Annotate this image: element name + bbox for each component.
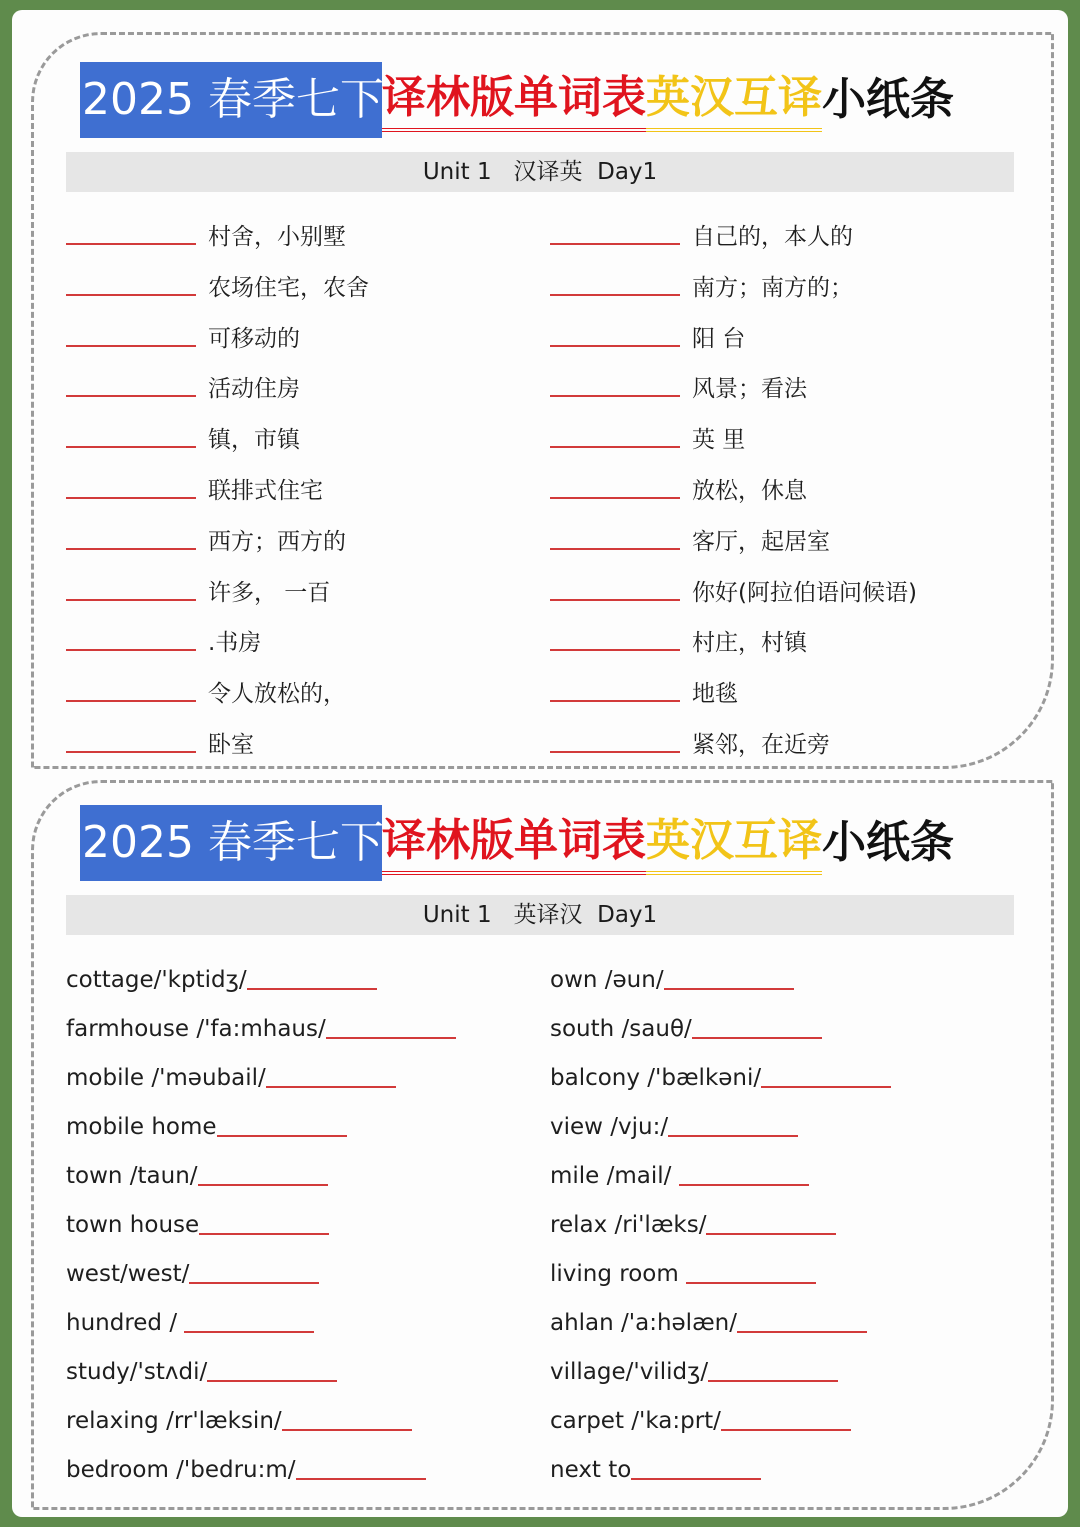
answer-blank[interactable]: [66, 445, 196, 448]
english-word: mobile /'məubail/: [66, 1065, 266, 1091]
card1-title: [80, 62, 954, 138]
answer-blank[interactable]: [550, 648, 680, 651]
answer-blank[interactable]: [247, 987, 377, 990]
card1-title-part1: 2025 春季七下: [80, 62, 382, 138]
answer-blank[interactable]: [66, 598, 196, 601]
zh-entry-left-9: [66, 617, 261, 657]
chinese-meaning: 农场住宅，农舍: [208, 274, 369, 301]
chinese-meaning: 阳 台: [692, 325, 746, 352]
answer-blank[interactable]: [550, 445, 680, 448]
english-word: carpet /'ka:prt/: [550, 1408, 721, 1434]
answer-blank[interactable]: [708, 1379, 838, 1382]
chinese-meaning: 风景；看法: [692, 376, 807, 403]
zh-entry-left-2: [66, 262, 369, 302]
english-word: relax /ri'læks/: [550, 1212, 707, 1238]
zh-entry-left-4: [66, 363, 300, 403]
zh-entry-left-8: [66, 567, 330, 607]
answer-blank[interactable]: [550, 242, 680, 245]
zh-entry-left-1: [66, 211, 346, 251]
zh-entry-right-7: [550, 516, 830, 556]
zh-entry-left-3: [66, 313, 300, 353]
en-entry-left-5: [66, 1150, 328, 1190]
english-word: mile /mail/: [550, 1163, 679, 1189]
zh-entry-right-2: [550, 262, 853, 302]
card1-title-part2: 译林版单词表: [382, 68, 646, 132]
en-entry-right-11: [550, 1444, 761, 1484]
en-entry-right-7: [550, 1248, 816, 1288]
answer-blank[interactable]: [189, 1281, 319, 1284]
chinese-meaning: 西方；西方的: [208, 528, 346, 555]
en-entry-left-9: [66, 1346, 337, 1386]
answer-blank[interactable]: [668, 1134, 798, 1137]
chinese-meaning: 许多， 一百: [208, 579, 331, 606]
chinese-meaning: 客厅，起居室: [692, 528, 830, 555]
card2-title-part4: 小纸条: [822, 817, 954, 868]
en-entry-right-6: [550, 1199, 836, 1239]
answer-blank[interactable]: [550, 547, 680, 550]
answer-blank[interactable]: [66, 648, 196, 651]
answer-blank[interactable]: [66, 496, 196, 499]
en-entry-right-2: [550, 1003, 822, 1043]
english-word: farmhouse /'fa:mhaus/: [66, 1016, 326, 1042]
english-word: relaxing /rr'læksin/: [66, 1408, 282, 1434]
zh-entry-left-11: [66, 719, 254, 759]
card2-title-part1: 2025 春季七下: [80, 805, 382, 881]
card2-title: [80, 805, 954, 881]
answer-blank[interactable]: [198, 1183, 328, 1186]
chinese-meaning: 英 里: [692, 427, 746, 454]
chinese-meaning: 联排式住宅: [208, 478, 323, 504]
answer-blank[interactable]: [66, 242, 196, 245]
en-entry-right-10: [550, 1395, 851, 1435]
english-word: ahlan /'a:həlæn/: [550, 1310, 737, 1336]
en-entry-right-3: [550, 1052, 891, 1092]
answer-blank[interactable]: [550, 293, 680, 296]
chinese-meaning: 紧邻，在近旁: [692, 732, 830, 758]
zh-entry-right-9: [550, 617, 807, 657]
en-entry-left-7: [66, 1248, 319, 1288]
answer-blank[interactable]: [550, 699, 680, 702]
en-entry-left-10: [66, 1395, 412, 1435]
english-word: living room: [550, 1261, 687, 1287]
zh-entry-left-7: [66, 516, 346, 556]
answer-blank[interactable]: [266, 1085, 396, 1088]
answer-blank[interactable]: [66, 750, 196, 753]
card1-title-part4: 小纸条: [822, 74, 954, 125]
answer-blank[interactable]: [550, 394, 680, 397]
english-word: view /vju:/: [550, 1114, 669, 1140]
english-word: bedroom /'bedru:m/: [66, 1457, 296, 1483]
card2-title-part3: 英汉互译: [646, 811, 822, 875]
zh-entry-right-8: [550, 567, 917, 607]
chinese-meaning: 可移动的: [208, 325, 300, 352]
answer-blank[interactable]: [737, 1330, 867, 1333]
en-entry-right-1: [550, 954, 794, 994]
english-word: next to: [550, 1457, 632, 1483]
answer-blank[interactable]: [706, 1232, 836, 1235]
answer-blank[interactable]: [66, 699, 196, 702]
chinese-meaning: 村舍，小别墅: [208, 224, 346, 250]
en-entry-left-11: [66, 1444, 426, 1484]
english-word: town /taun/: [66, 1163, 198, 1189]
english-word: mobile home: [66, 1114, 217, 1140]
zh-entry-left-5: [66, 414, 300, 454]
answer-blank[interactable]: [199, 1232, 329, 1235]
answer-blank[interactable]: [326, 1036, 456, 1039]
english-word: own /əun/: [550, 967, 664, 993]
en-entry-left-6: [66, 1199, 329, 1239]
answer-blank[interactable]: [692, 1036, 822, 1039]
english-word: village/'vilidʒ/: [550, 1359, 709, 1385]
en-entry-left-2: [66, 1003, 456, 1043]
en-entry-right-9: [550, 1346, 838, 1386]
answer-blank[interactable]: [550, 344, 680, 347]
card1-header-bar: Unit 1 汉译英 Day1: [66, 152, 1014, 192]
answer-blank[interactable]: [66, 293, 196, 296]
answer-blank[interactable]: [217, 1134, 347, 1137]
en-entry-left-4: [66, 1101, 347, 1141]
chinese-meaning: 卧室: [208, 732, 254, 758]
english-word: balcony /'bælkəni/: [550, 1065, 762, 1091]
english-word: hundred /: [66, 1310, 185, 1336]
chinese-meaning: 地毯: [692, 681, 738, 708]
zh-entry-right-5: [550, 414, 745, 454]
chinese-meaning: .书房: [208, 630, 262, 657]
english-word: cottage/'kptidʒ/: [66, 967, 247, 993]
chinese-meaning: 自己的，本人的: [692, 224, 853, 250]
answer-blank[interactable]: [550, 598, 680, 601]
card1-title-part3: 英汉互译: [646, 68, 822, 132]
zh-entry-right-10: [550, 668, 738, 708]
en-entry-left-1: [66, 954, 377, 994]
answer-blank[interactable]: [550, 496, 680, 499]
en-entry-left-3: [66, 1052, 396, 1092]
chinese-meaning: 你好(阿拉伯语问候语): [692, 579, 917, 606]
answer-blank[interactable]: [66, 344, 196, 347]
chinese-meaning: 南方；南方的；: [692, 274, 853, 301]
card2-header-bar: Unit 1 英译汉 Day1: [66, 895, 1014, 935]
english-word: south /sauθ/: [550, 1016, 692, 1042]
answer-blank[interactable]: [66, 547, 196, 550]
answer-blank[interactable]: [550, 750, 680, 753]
en-entry-right-5: [550, 1150, 809, 1190]
zh-entry-left-10: [66, 668, 346, 708]
card2-title-part2: 译林版单词表: [382, 811, 646, 875]
zh-entry-right-6: [550, 465, 807, 505]
chinese-meaning: 放松，休息: [692, 478, 807, 504]
english-word: west/west/: [66, 1261, 190, 1287]
chinese-meaning: 活动住房: [208, 376, 300, 403]
answer-blank[interactable]: [679, 1183, 809, 1186]
answer-blank[interactable]: [66, 394, 196, 397]
answer-blank[interactable]: [282, 1428, 412, 1431]
answer-blank[interactable]: [686, 1281, 816, 1284]
chinese-meaning: 令人放松的，: [208, 681, 346, 708]
zh-entry-right-1: [550, 211, 853, 251]
english-word: town house: [66, 1212, 200, 1238]
answer-blank[interactable]: [184, 1330, 314, 1333]
english-word: study/'stʌdi/: [66, 1359, 208, 1385]
answer-blank[interactable]: [721, 1428, 851, 1431]
en-entry-left-8: [66, 1297, 314, 1337]
zh-entry-right-3: [550, 313, 745, 353]
answer-blank[interactable]: [631, 1477, 761, 1480]
chinese-meaning: 村庄，村镇: [692, 630, 807, 657]
answer-blank[interactable]: [761, 1085, 891, 1088]
zh-entry-right-11: [550, 719, 830, 759]
en-entry-right-4: [550, 1101, 798, 1141]
answer-blank[interactable]: [207, 1379, 337, 1382]
zh-entry-right-4: [550, 363, 807, 403]
answer-blank[interactable]: [296, 1477, 426, 1480]
zh-entry-left-6: [66, 465, 323, 505]
answer-blank[interactable]: [664, 987, 794, 990]
chinese-meaning: 镇，市镇: [208, 427, 300, 454]
en-entry-right-8: [550, 1297, 867, 1337]
